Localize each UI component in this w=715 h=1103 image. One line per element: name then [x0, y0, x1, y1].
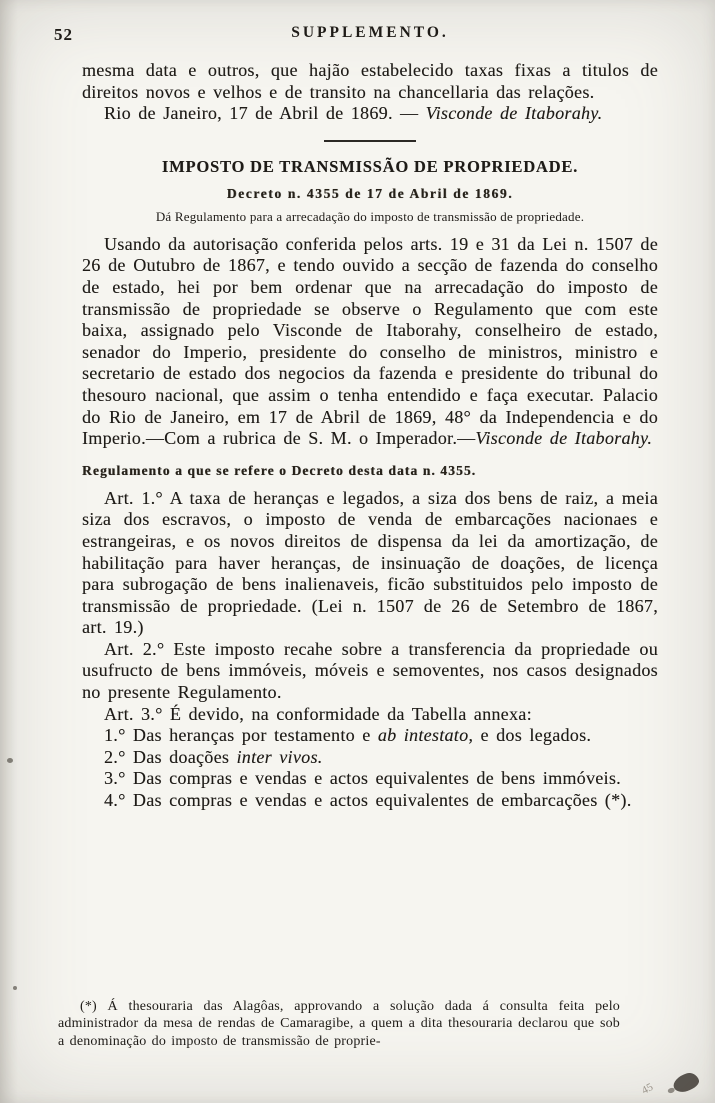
signature-italic: Visconde de Itaborahy. [425, 103, 603, 124]
list-item-1-italic: ab intestato, [377, 725, 474, 746]
list-item-3 [82, 768, 658, 790]
ink-smudge-artifact [671, 1070, 701, 1094]
page-header [54, 24, 658, 46]
decree-signature-italic: Visconde de Itaborahy. [475, 428, 653, 449]
list-item-4 [82, 790, 658, 812]
list-item-2-text: 2.° Das doações [104, 746, 237, 767]
section-divider-rule [324, 140, 416, 142]
list-item-4-text: 4.° Das compras e vendas e actos equivalentes de embarcações (*). [104, 790, 632, 811]
decree-subtitle: Decreto n. 4355 de 17 de Abril de 1869. [226, 185, 514, 201]
decree-summary: Dá Regulamento para a arrecadação do imposto de transmissão de propriedade. [155, 208, 585, 224]
dateline-text: Rio de Janeiro, 17 de Abril de 1869. — [104, 103, 426, 124]
pencil-mark-artifact: 45 [639, 1081, 656, 1097]
decree-title: IMPOSTO DE TRANSMISSÃO DE PROPRIEDADE. [161, 156, 579, 176]
decree-body-paragraph [82, 234, 658, 450]
list-item-1 [82, 725, 658, 747]
list-item-2 [82, 747, 658, 769]
page-number: 52 [54, 25, 73, 44]
article-3: Art. 3.° É devido, na conformidade da Tabella annexa: [104, 703, 532, 724]
scan-speck-artifact [13, 986, 17, 990]
page-content [54, 24, 658, 812]
footnote-text: (*) Á thesouraria das Alagôas, approvando a solução dada á consulta feita pelo administrador da mesa de rendas de Camaragibe, a quem a dita thesouraria declarou que sob a denominação do imposto de transmissão de proprie- [58, 999, 620, 1049]
list-item-1-tail: e dos legados. [473, 725, 592, 746]
page-edge-shading [0, 0, 18, 1103]
list-item-1-text: 1.° Das heranças por testamento e [104, 725, 378, 746]
list-item-3-text: 3.° Das compras e vendas e actos equivalentes de bens immóveis. [104, 768, 621, 789]
regulation-heading: Regulamento a que se refere o Decreto desta data n. 4355. [82, 462, 477, 478]
scan-speck-artifact [7, 758, 13, 763]
dateline [82, 103, 658, 125]
footnote [58, 998, 620, 1050]
article-1: Art. 1.° A taxa de heranças e legados, a siza dos bens de raiz, a meia siza dos escravos, o imposto de venda de embarcações nacionaes e estrangeiras, e os novos direitos de dispensa da lei da amortização, de habilitação para haver heranças, de insinuação de doações, de licença para subrogação de bens inalienaveis, ficão substituidos pelo imposto de transmissão de propriedade. (Lei n. 1507 de 26 de Setembro de 1867, art. 19.) [82, 487, 658, 638]
article-2: Art. 2.° Este imposto recahe sobre a transferencia da propriedade ou usufructo de bens immóveis, móveis e semoventes, nos casos designados no presente Regulamento. [82, 638, 658, 703]
paragraph-continuation: mesma data e outros, que hajão estabelecido taxas fixas a titulos de direitos novos e velhos e de transito na chancellaria das relações. [82, 60, 658, 102]
running-title: SUPPLEMENTO. [291, 24, 449, 41]
decree-body-text: Usando da autorisação conferida pelos arts. 19 e 31 da Lei n. 1507 de 26 de Outubro de 1867, e tendo ouvido a secção de fazenda do conselho de estado, hei por bem ordenar que na arrecadação do imposto de transmissão de propriedade se observe o Regulamento que com este baixa, assignado pelo Visconde de Itaborahy, conselheiro de estado, senador do Imperio, presidente do conselho de ministros, ministro e secretario de estado dos negocios da fazenda e presidente do tribunal do thesouro nacional, que assim o tenha entendido e faça executar. Palacio do Rio de Janeiro, em 17 de Abril de 1869, 48° da Independencia e do Imperio.—Com a rubrica de S. M. o Imperador.— [82, 233, 658, 449]
list-item-2-italic: inter vivos. [236, 746, 323, 767]
